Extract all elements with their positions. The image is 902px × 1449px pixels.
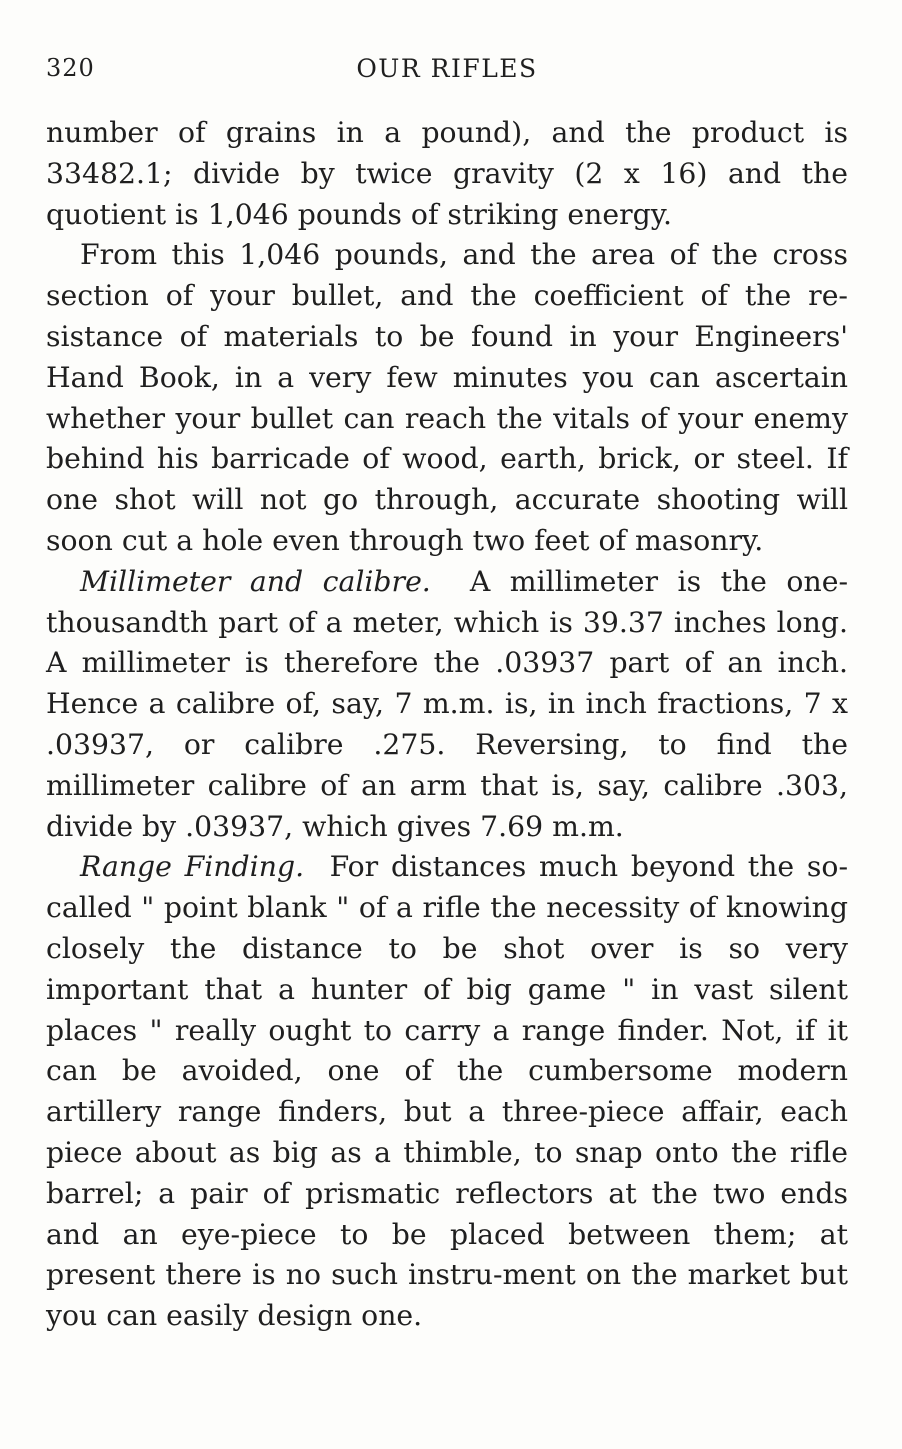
body-text <box>46 113 848 1337</box>
paragraph-text: For distances much beyond the so-called " point blank " of a rifle the necessity of knowing closely the distance to be shot over is so very important that a hunter of big game " in vast silent places " really ought to carry a range finder. Not, if it can be avoided, one of the cumbersome modern artillery range finders, but a three-piece affair, each piece about as big as a thimble, to snap onto the rifle barrel; a pair of prismatic reflectors at the two ends and an eye-piece to be placed between them; at present there is no such instru-ment on the market but you can easily design one. <box>46 850 849 1333</box>
paragraph-text: number of grains in a pound), and the product is 33482.1; divide by twice gravity (2 x 16) and the quotient is 1,046 pounds of striking energy. <box>46 116 848 231</box>
paragraph-text: A millimeter is the one-thousandth part of a meter, which is 39.37 inches long. A millimeter is therefore the .03937 part of an inch. Hence a calibre of, say, 7 m.m. is, in inch fractions, 7 x .03937, or calibre .275. Reversing, to find the millimeter calibre of an arm that is, say, calibre .303, divide by .03937, which gives 7.69 m.m. <box>46 564 849 843</box>
paragraph-striking-energy <box>46 235 848 561</box>
running-title: OUR RIFLES <box>356 54 538 83</box>
section-runin-heading: Millimeter and calibre. <box>80 564 431 598</box>
page-number: 320 <box>46 54 95 82</box>
section-runin-heading: Range Finding. <box>80 850 305 884</box>
book-page <box>46 50 848 1337</box>
paragraph-text: From this 1,046 pounds, and the area of the cross section of your bullet, and the coefficient of the re-sistance of materials to be found in your Engineers' Hand Book, in a very few minutes you can ascertain whether your bullet can reach the vitals of your enemy behind his barricade of wood, earth, brick, or steel. If one shot will not go through, accurate shooting will soon cut a hole even through two feet of masonry. <box>46 238 848 557</box>
paragraph-range-finding <box>46 847 848 1337</box>
page-header <box>46 50 848 90</box>
paragraph-continuation <box>46 113 848 235</box>
paragraph-millimeter-calibre <box>46 562 848 848</box>
